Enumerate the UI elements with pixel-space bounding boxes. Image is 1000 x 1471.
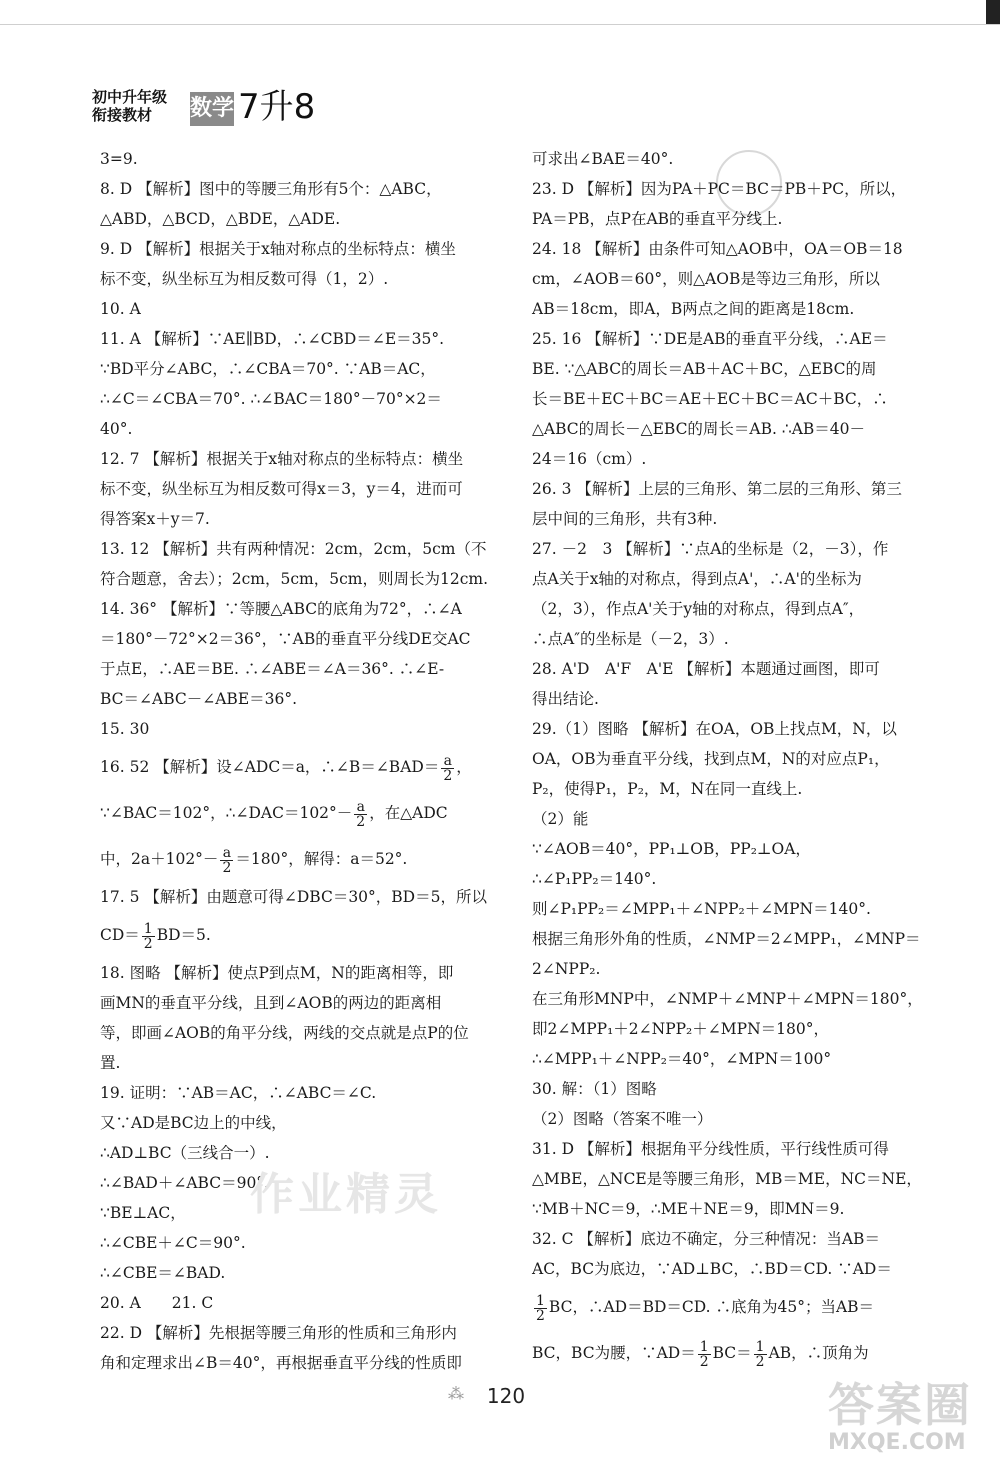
text-line: 20. A 21. C	[100, 1294, 214, 1312]
fraction-numerator: 1	[699, 1338, 709, 1355]
text-line: ∴∠CBE＋∠C＝90°.	[100, 1234, 246, 1252]
text-line: △ABD，△BCD，△BDE，△ADE.	[100, 210, 341, 228]
fraction	[441, 754, 454, 783]
text-line: （2）能	[532, 810, 589, 828]
text-line: ∵∠AOB＝40°，PP₁⊥OB，PP₂⊥OA，	[532, 840, 811, 858]
text-segment: BD＝5.	[156, 926, 211, 944]
fraction-denominator: 2	[755, 1353, 765, 1370]
fraction-numerator: 1	[755, 1338, 765, 1355]
text-line: 即2∠MPP₁＋2∠NPP₂＋∠MPN＝180°，	[532, 1020, 829, 1038]
text-line: AC，BC为底边，∵AD⊥BC，∴BD＝CD. ∵AD＝	[532, 1260, 892, 1278]
fraction-numerator: a	[441, 754, 454, 769]
text-line: BE. ∵△ABC的周长＝AB＋AC＋BC，△EBC的周	[532, 360, 877, 378]
text-line: 23. D 【解析】因为PA＋PC＝BC＝PB＋PC，所以，	[532, 180, 907, 198]
text-line: 24＝16（cm）.	[532, 450, 647, 468]
text-segment: BC，BC为腰，∵AD＝	[532, 1344, 696, 1362]
decorative-ornament: ⁂	[448, 1384, 464, 1403]
text-line-fraction	[100, 836, 492, 882]
text-line-fraction	[100, 790, 492, 836]
text-line: 22. D 【解析】先根据等腰三角形的性质和三角形内	[100, 1324, 457, 1342]
text-line: 27. －2 3 【解析】∵点A的坐标是（2，－3），作	[532, 540, 889, 558]
text-line: P₂，使得P₁，P₂，M，N在同一直线上.	[532, 780, 803, 798]
fraction-denominator: 2	[143, 935, 153, 952]
text-line: 9. D 【解析】根据关于x轴对称点的坐标特点：横坐	[100, 240, 456, 258]
text-line: ∴∠P₁PP₂＝140°.	[532, 870, 657, 888]
text-line: 12. 7 【解析】根据关于x轴对称点的坐标特点：横坐	[100, 450, 464, 468]
grade-label: 7升8	[238, 87, 316, 127]
fraction-numerator: a	[220, 846, 233, 861]
text-line-fraction	[532, 1330, 928, 1376]
top-rule	[0, 0, 1000, 25]
text-line: 14. 36° 【解析】∵等腰△ABC的底角为72°，∴∠A	[100, 600, 462, 618]
site-watermark-logo	[828, 1380, 988, 1460]
watermark-url: MXQE.COM	[828, 1430, 966, 1455]
text-line: 28. A'D A'F A'E 【解析】本题通过画图，即可	[532, 660, 880, 678]
text-line: 29.（1）图略 【解析】在OA，OB上找点M，N，以	[532, 720, 897, 738]
text-line: ∵BE⊥AC，	[100, 1204, 186, 1222]
text-line: ∴点A″的坐标是（－2，3）.	[532, 630, 729, 648]
text-line: ∴AD⊥BC（三线合一）.	[100, 1144, 270, 1162]
text-line: ∴∠BAD＋∠ABC＝90°.	[100, 1174, 269, 1192]
text-line: △ABC的周长－△EBC的周长＝AB. ∴AB＝40－	[532, 420, 866, 438]
text-line: 10. A	[100, 300, 141, 318]
text-line: 17. 5 【解析】由题意可得∠DBC＝30°，BD＝5，所以	[100, 888, 487, 906]
text-line: OA，OB为垂直平分线，找到点M，N的对应点P₁，	[532, 750, 890, 768]
text-line: 15. 30	[100, 720, 150, 738]
text-line: 角和定理求出∠B＝40°，再根据垂直平分线的性质即	[100, 1354, 462, 1372]
text-line: 得答案x＋y＝7.	[100, 510, 210, 528]
fraction-denominator: 2	[356, 813, 366, 830]
text-line: 3=9.	[100, 150, 138, 168]
text-line: ＝180°－72°×2＝36°，∵AB的垂直平分线DE交AC	[100, 630, 471, 648]
text-segment: ＝180°，解得：a＝52°.	[235, 850, 408, 868]
fraction	[354, 800, 367, 829]
fraction-numerator: a	[354, 800, 367, 815]
text-line: 则∠P₁PP₂＝∠MPP₁＋∠NPP₂＋∠MPN＝140°.	[532, 900, 871, 918]
text-line: 点A关于x轴的对称点，得到点A'，∴A'的坐标为	[532, 570, 862, 588]
fraction	[142, 922, 155, 951]
fraction-numerator: 1	[143, 920, 153, 937]
text-line: 在三角形MNP中，∠NMP＋∠MNP＋∠MPN＝180°，	[532, 990, 923, 1008]
watermark-text: 作业精灵	[250, 1169, 442, 1220]
text-line: BC＝∠ABC－∠ABE＝36°.	[100, 690, 298, 708]
text-line: 层中间的三角形，共有3种.	[532, 510, 718, 528]
fraction-denominator: 2	[699, 1353, 709, 1370]
text-line: 26. 3 【解析】上层的三角形、第二层的三角形、第三	[532, 480, 902, 498]
text-segment: ∵∠BAC＝102°，∴∠DAC＝102°－	[100, 804, 353, 822]
text-line: 置.	[100, 1054, 121, 1072]
fraction	[698, 1340, 711, 1369]
series-line1: 初中升年级	[92, 88, 168, 106]
text-line: 25. 16 【解析】∵DE是AB的垂直平分线，∴AE＝	[532, 330, 888, 348]
text-line: 2∠NPP₂.	[532, 960, 601, 978]
text-line: △MBE，△NCE是等腰三角形，MB＝ME，NC＝NE，	[532, 1170, 922, 1188]
text-segment: ，	[456, 758, 472, 776]
fraction	[754, 1340, 767, 1369]
text-line: 根据三角形外角的性质，∠NMP＝2∠MPP₁，∠MNP＝	[532, 930, 921, 948]
text-line: （2，3），作点A'关于y轴的对称点，得到点A″，	[532, 600, 865, 618]
text-line: ∴∠MPP₁＋∠NPP₂＝40°，∠MPN＝100°	[532, 1050, 832, 1068]
text-line: AB＝18cm，即A，B两点之间的距离是18cm.	[532, 300, 855, 318]
text-segment: 中，2a＋102°－	[100, 850, 219, 868]
text-segment: BC＝	[712, 1344, 752, 1362]
text-line: 19. 证明：∵AB＝AC，∴∠ABC＝∠C.	[100, 1084, 377, 1102]
text-line: 31. D 【解析】根据角平分线性质，平行线性质可得	[532, 1140, 889, 1158]
text-line: 30. 解：（1）图略	[532, 1080, 657, 1098]
text-segment: ，在△ADC	[369, 804, 448, 822]
text-line: 24. 18 【解析】由条件可知△AOB中，OA＝OB＝18	[532, 240, 903, 258]
text-line: ∴∠CBE＝∠BAD.	[100, 1264, 226, 1282]
fraction	[220, 846, 233, 875]
text-line: 得出结论.	[532, 690, 599, 708]
series-label	[92, 88, 184, 124]
text-line: 等，即画∠AOB的角平分线，两线的交点就是点P的位	[100, 1024, 469, 1042]
watermark-logo-text: 答案圈	[828, 1378, 972, 1432]
text-line: ∵MB＋NC＝9，∴ME＋NE＝9，即MN＝9.	[532, 1200, 845, 1218]
text-line: 标不变，纵坐标互为相反数可得x＝3，y＝4，进而可	[100, 480, 463, 498]
text-segment: BC，∴AD＝BD＝CD. ∴底角为45°；当AB＝	[548, 1298, 875, 1316]
text-line: PA＝PB，点P在AB的垂直平分线上.	[532, 210, 783, 228]
text-line: 可求出∠BAE＝40°.	[532, 150, 674, 168]
subject-tag: 数学	[190, 92, 234, 126]
text-line: 8. D 【解析】图中的等腰三角形有5个：△ABC，	[100, 180, 442, 198]
text-line: ∴∠C＝∠CBA＝70°. ∴∠BAC＝180°－70°×2＝	[100, 390, 442, 408]
fraction	[534, 1294, 547, 1323]
text-line: 18. 图略 【解析】使点P到点M，N的距离相等，即	[100, 964, 454, 982]
page-edge	[986, 0, 1000, 24]
text-line: cm，∠AOB＝60°，则△AOB是等边三角形，所以	[532, 270, 880, 288]
text-line-fraction	[532, 1284, 928, 1330]
fraction-denominator: 2	[536, 1307, 545, 1324]
text-line: 40°.	[100, 420, 133, 438]
text-segment: CD＝	[100, 926, 140, 944]
fraction-numerator: 1	[536, 1292, 545, 1309]
text-line: 13. 12 【解析】共有两种情况：2cm，2cm，5cm（不	[100, 540, 487, 558]
text-line: 11. A 【解析】∵AE∥BD，∴∠CBD＝∠E＝35°.	[100, 330, 445, 348]
fraction-denominator: 2	[443, 767, 453, 784]
text-line: ∵BD平分∠ABC，∴∠CBA＝70°. ∵AB＝AC，	[100, 360, 436, 378]
text-segment: AB，∴顶角为	[768, 1344, 869, 1362]
text-line: 符合题意，舍去）；2cm，5cm，5cm，则周长为12cm.	[100, 570, 489, 588]
text-line-fraction	[100, 744, 492, 790]
text-line: （2）图略（答案不唯一）	[532, 1110, 713, 1128]
text-line-fraction	[100, 912, 492, 958]
right-column	[532, 144, 928, 1376]
fraction-denominator: 2	[222, 859, 232, 876]
series-line2: 衔接教材	[92, 106, 153, 124]
page-number: 120	[486, 1384, 526, 1408]
text-line: 长＝BE＋EC＋BC＝AE＋EC＋BC＝AC＋BC，∴	[532, 390, 888, 408]
text-line: 32. C 【解析】底边不确定，分三种情况：当AB＝	[532, 1230, 880, 1248]
text-line: 又∵AD是BC边上的中线，	[100, 1114, 287, 1132]
text-line: 于点E，∴AE＝BE. ∴∠ABE＝∠A＝36°. ∴∠E-	[100, 660, 445, 678]
text-line: 画MN的垂直平分线，且到∠AOB的两边的距离相	[100, 994, 442, 1012]
text-line: 标不变，纵坐标互为相反数可得（1，2）.	[100, 270, 389, 288]
text-segment: 16. 52 【解析】设∠ADC＝a，∴∠B＝∠BAD＝	[100, 758, 440, 776]
